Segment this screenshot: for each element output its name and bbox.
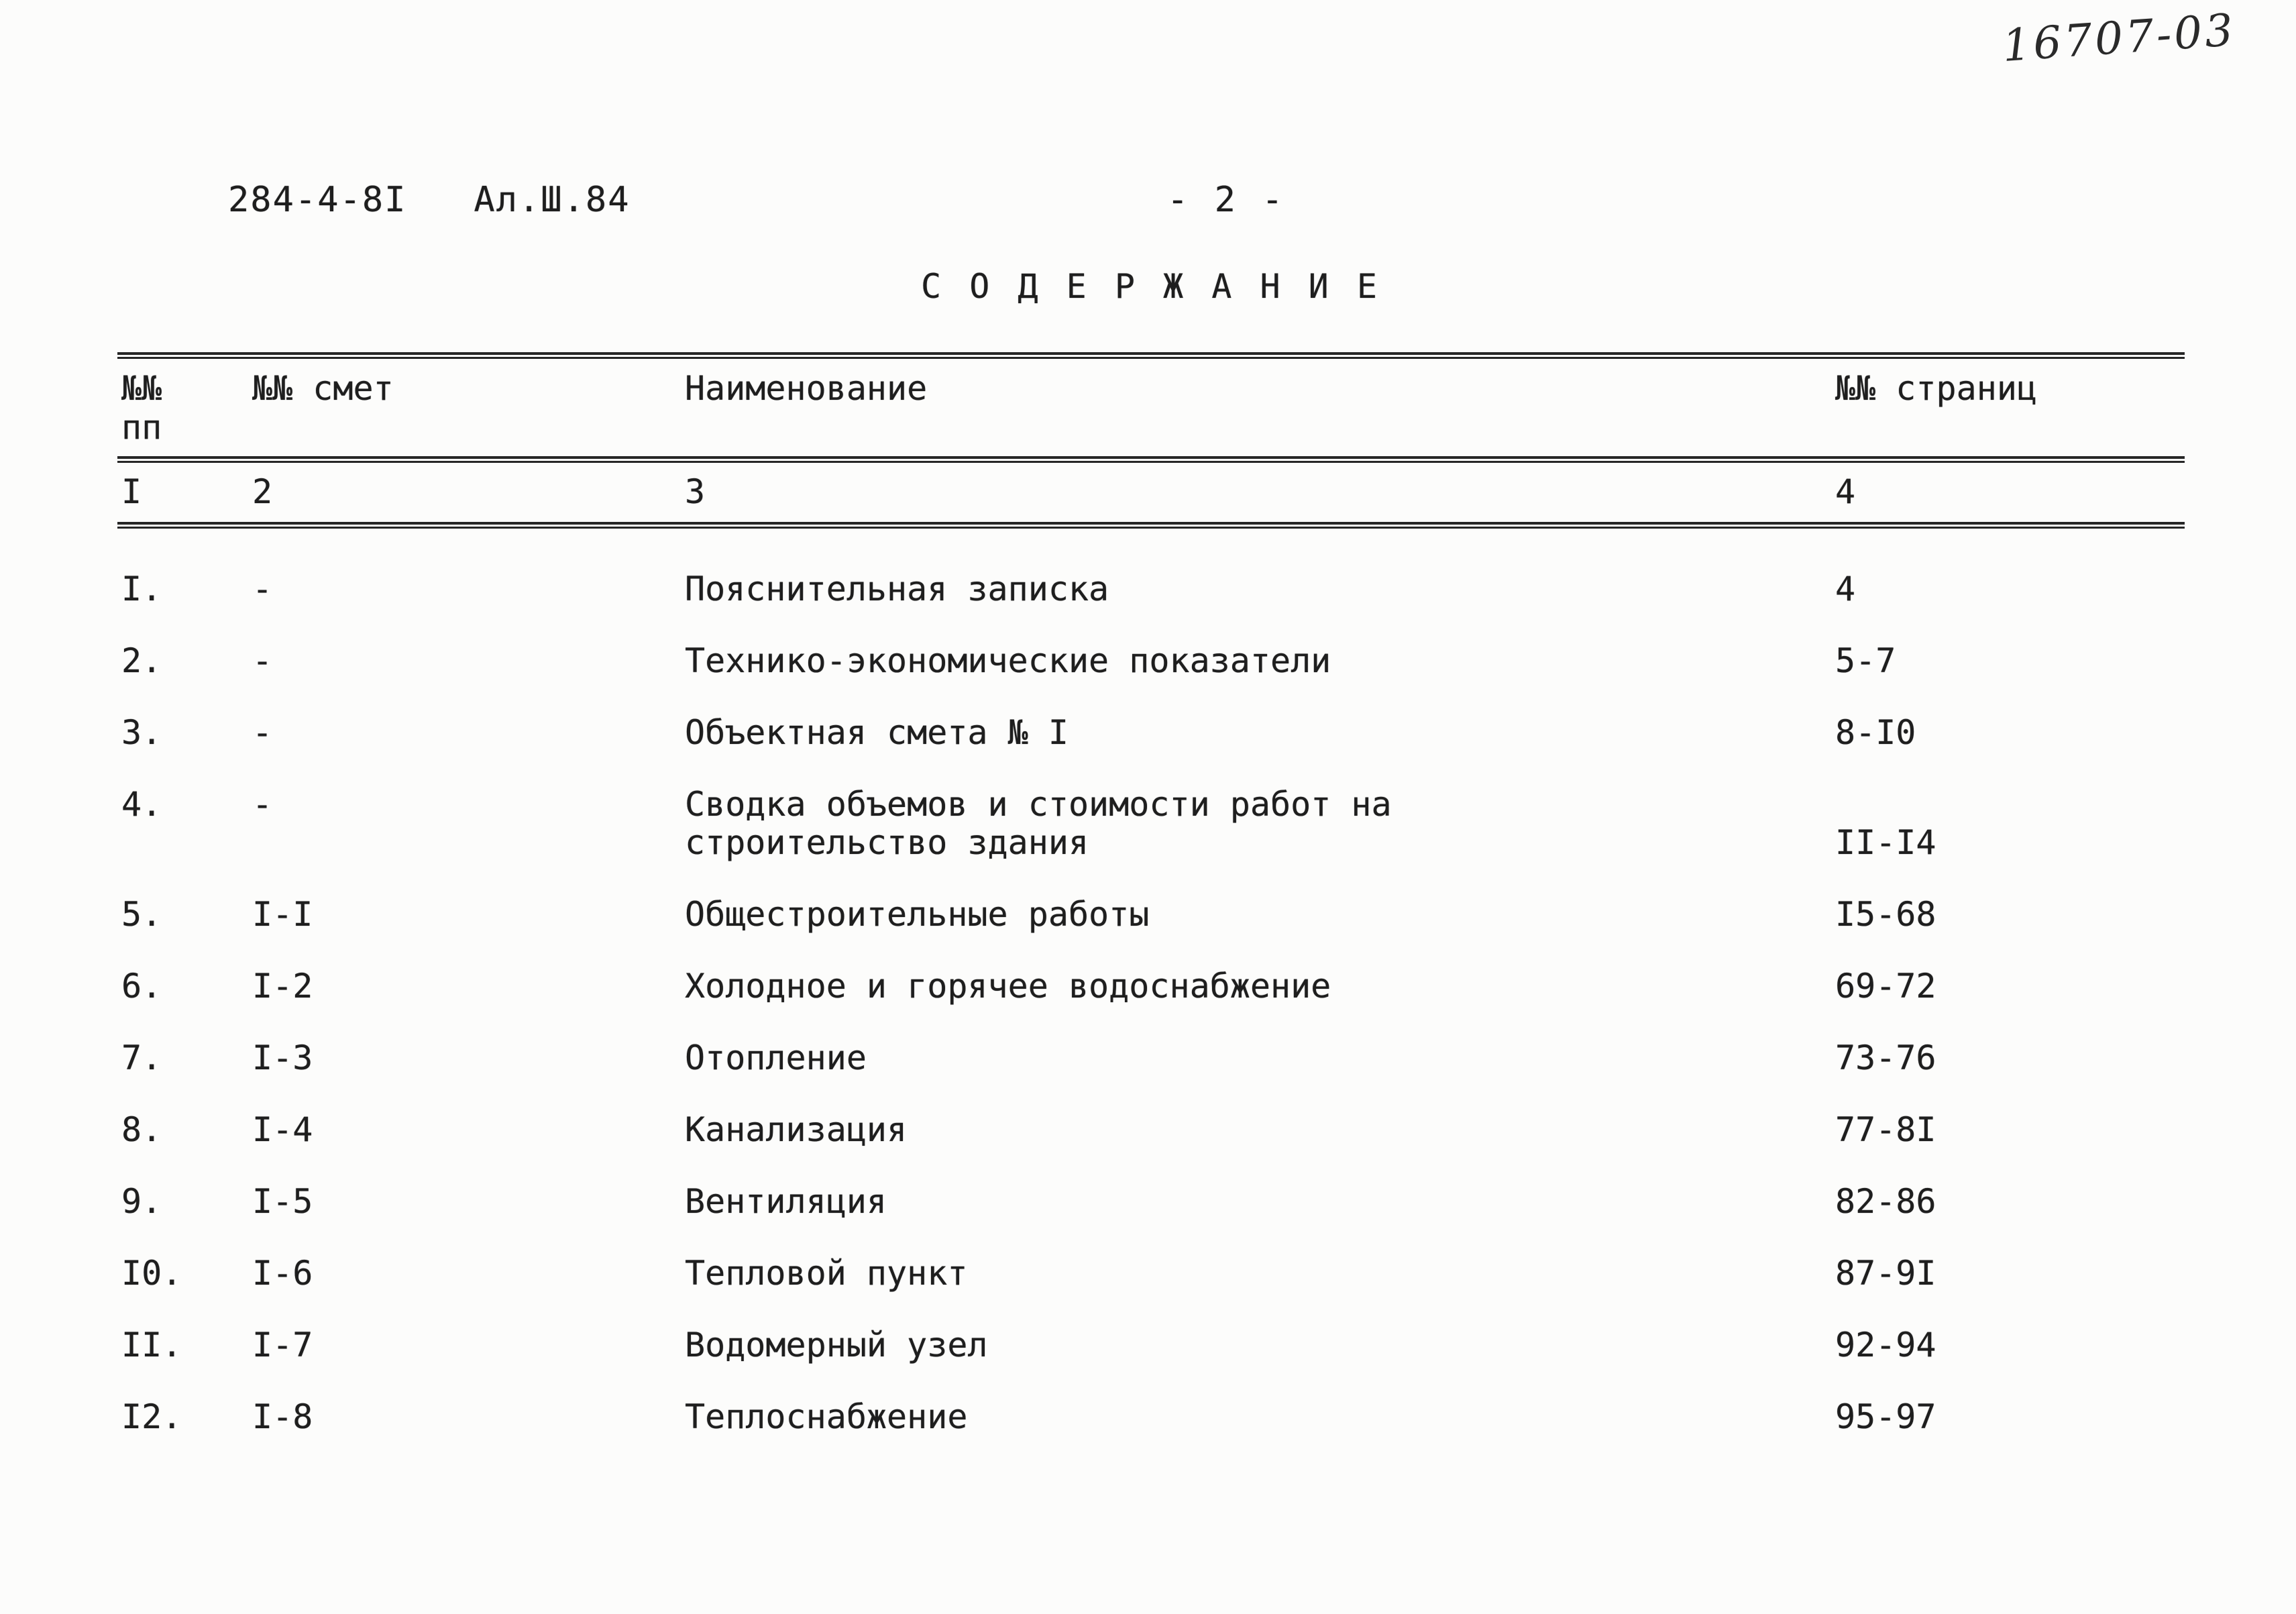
page-title: С О Д Е Р Ж А Н И Е <box>921 267 1381 306</box>
row-number: I0. <box>121 1254 182 1293</box>
table-body <box>117 529 2185 1436</box>
column-number-1: I <box>121 472 142 511</box>
row-smeta-number: I-7 <box>252 1326 313 1364</box>
row-smeta-number: I-3 <box>252 1038 313 1077</box>
row-number: 3. <box>121 713 162 752</box>
row-smeta-number: I-2 <box>252 967 313 1006</box>
table-rule-bottom <box>117 522 2185 529</box>
row-name: Технико-экономические показатели <box>685 641 1331 680</box>
row-name: Канализация <box>685 1110 908 1149</box>
header-col-number <box>121 370 252 447</box>
table-rule-middle <box>117 456 2185 463</box>
row-number: 4. <box>121 785 162 824</box>
table-row <box>121 967 2185 1006</box>
row-name: Пояснительная записка <box>685 570 1109 608</box>
document-code: 284-4-8I Ал.Ш.84 <box>228 180 631 220</box>
table-rule-top <box>117 352 2185 359</box>
table-row <box>121 1326 2185 1364</box>
row-pages: 73-76 <box>1835 1038 1936 1077</box>
row-number: 6. <box>121 967 162 1006</box>
table-row <box>121 1254 2185 1293</box>
row-pages: 4 <box>1835 570 1856 608</box>
table-row <box>121 1183 2185 1221</box>
row-number: II. <box>121 1326 182 1364</box>
row-pages: 69-72 <box>1835 967 1936 1006</box>
contents-table <box>117 352 2185 1470</box>
row-smeta-number: I-4 <box>252 1110 313 1149</box>
row-name: Сводка объемов и стоимости работ на строительство здания <box>685 785 1392 862</box>
table-row <box>121 1398 2185 1436</box>
row-smeta-number: - <box>252 570 273 608</box>
row-number: 8. <box>121 1110 162 1149</box>
row-pages: I5-68 <box>1835 895 1936 934</box>
header-col-number-line1: №№ <box>121 369 162 408</box>
header-col-name: Наименование <box>685 369 928 408</box>
row-pages: 5-7 <box>1835 641 1896 680</box>
column-number-2: 2 <box>252 472 273 511</box>
table-row <box>121 714 2185 752</box>
row-name: Теплоснабжение <box>685 1397 968 1436</box>
row-number: 2. <box>121 641 162 680</box>
header-col-number-line2: пп <box>121 407 162 447</box>
table-row <box>121 570 2185 608</box>
table-row <box>121 1111 2185 1149</box>
row-name: Объектная смета № I <box>685 713 1069 752</box>
row-name: Вентиляция <box>685 1182 887 1221</box>
row-pages: 87-9I <box>1835 1254 1936 1293</box>
row-name: Водомерный узел <box>685 1326 988 1364</box>
row-pages: 95-97 <box>1835 1397 1936 1436</box>
row-smeta-number: I-8 <box>252 1397 313 1436</box>
row-name: Тепловой пункт <box>685 1254 968 1293</box>
table-row <box>121 642 2185 680</box>
row-number: 5. <box>121 895 162 934</box>
table-row <box>121 896 2185 934</box>
column-number-3: 3 <box>685 472 706 511</box>
row-number: I. <box>121 570 162 608</box>
row-smeta-number: - <box>252 785 273 824</box>
row-name: Холодное и горячее водоснабжение <box>685 967 1331 1006</box>
row-smeta-number: - <box>252 713 273 752</box>
row-pages: 77-8I <box>1835 1110 1936 1149</box>
table-row <box>121 786 2185 862</box>
header-col-pages: №№ страниц <box>1835 369 2038 408</box>
column-numbers-row <box>117 463 2185 522</box>
header-col-smeta: №№ смет <box>252 369 394 408</box>
row-number: 7. <box>121 1038 162 1077</box>
row-number: 9. <box>121 1182 162 1221</box>
column-number-4: 4 <box>1835 472 1856 511</box>
table-header-row <box>117 359 2185 456</box>
page-number: - 2 - <box>1167 180 1286 220</box>
row-pages: II-I4 <box>1835 823 1936 862</box>
row-pages: 8-I0 <box>1835 713 1916 752</box>
row-number: I2. <box>121 1397 182 1436</box>
row-smeta-number: I-6 <box>252 1254 313 1293</box>
row-pages: 82-86 <box>1835 1182 1936 1221</box>
handwritten-reference-number: 16707-03 <box>2000 3 2238 72</box>
row-smeta-number: I-I <box>252 895 313 934</box>
table-row <box>121 1039 2185 1077</box>
row-name: Общестроительные работы <box>685 895 1150 934</box>
row-name: Отопление <box>685 1038 867 1077</box>
row-smeta-number: - <box>252 641 273 680</box>
row-pages: 92-94 <box>1835 1326 1936 1364</box>
row-smeta-number: I-5 <box>252 1182 313 1221</box>
